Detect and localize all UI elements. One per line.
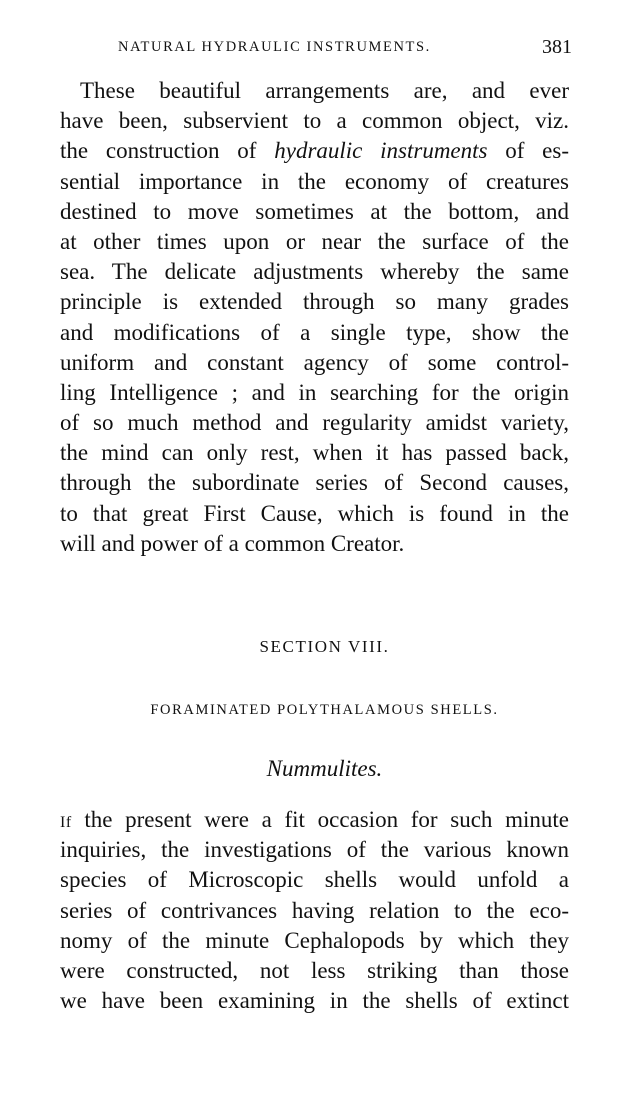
text-line [60, 805, 569, 835]
italic-term: hydraulic instruments [274, 138, 488, 164]
running-head [118, 36, 572, 58]
text-line: will and power of a common Creator. [60, 530, 405, 556]
text-line: we have been examining in the shells of extinct [60, 988, 569, 1014]
text-line: species of Microscopic shells would unfold a [60, 867, 569, 893]
page-number: 381 [542, 36, 572, 58]
text-line: ling Intelligence ; and in searching for the origin [60, 379, 569, 405]
text-run: of es- [487, 138, 569, 164]
text-line: principle is extended through so many grades [60, 289, 569, 315]
text-line: nomy of the minute Cephalopods by which they [60, 927, 569, 953]
initial-small-caps: If [60, 814, 72, 831]
text-run: the construction of [60, 138, 275, 164]
section-subheading: FORAMINATED POLYTHALAMOUS SHELLS. [150, 702, 499, 718]
text-line: of so much method and regularity amidst variety, [60, 410, 569, 436]
text-line: the mind can only rest, when it has passed back, [60, 440, 569, 466]
text-line [60, 136, 569, 166]
text-line: at other times upon or near the surface of the [60, 228, 569, 254]
section-heading: SECTION VIII. [259, 637, 390, 656]
text-line: to that great First Cause, which is found in the [60, 500, 569, 526]
text-line: inquiries, the investigations of the various known [60, 837, 569, 863]
text-line: uniform and constant agency of some control- [60, 349, 569, 375]
paragraph-hydraulic-instruments [60, 76, 569, 559]
running-title: NATURAL HYDRAULIC INSTRUMENTS. [118, 39, 431, 55]
text-line: sential importance in the economy of creatures [60, 168, 569, 194]
text-line: and modifications of a single type, show the [60, 319, 569, 345]
text-line: through the subordinate series of Second causes, [60, 470, 569, 496]
text-run: the present were a fit occasion for such minute [71, 807, 569, 832]
text-line: have been, subservient to a common object, viz. [60, 108, 569, 134]
section-subtitle: Nummulites. [266, 756, 383, 781]
text-line: series of contrivances having relation to the eco- [60, 897, 569, 923]
text-line: sea. The delicate adjustments whereby the same [60, 259, 569, 285]
text-line: were constructed, not less striking than those [60, 957, 569, 983]
paragraph-nummulites [60, 805, 569, 1016]
text-line: These beautiful arrangements are, and ever [80, 78, 569, 103]
text-line: destined to move sometimes at the bottom, and [60, 198, 569, 224]
